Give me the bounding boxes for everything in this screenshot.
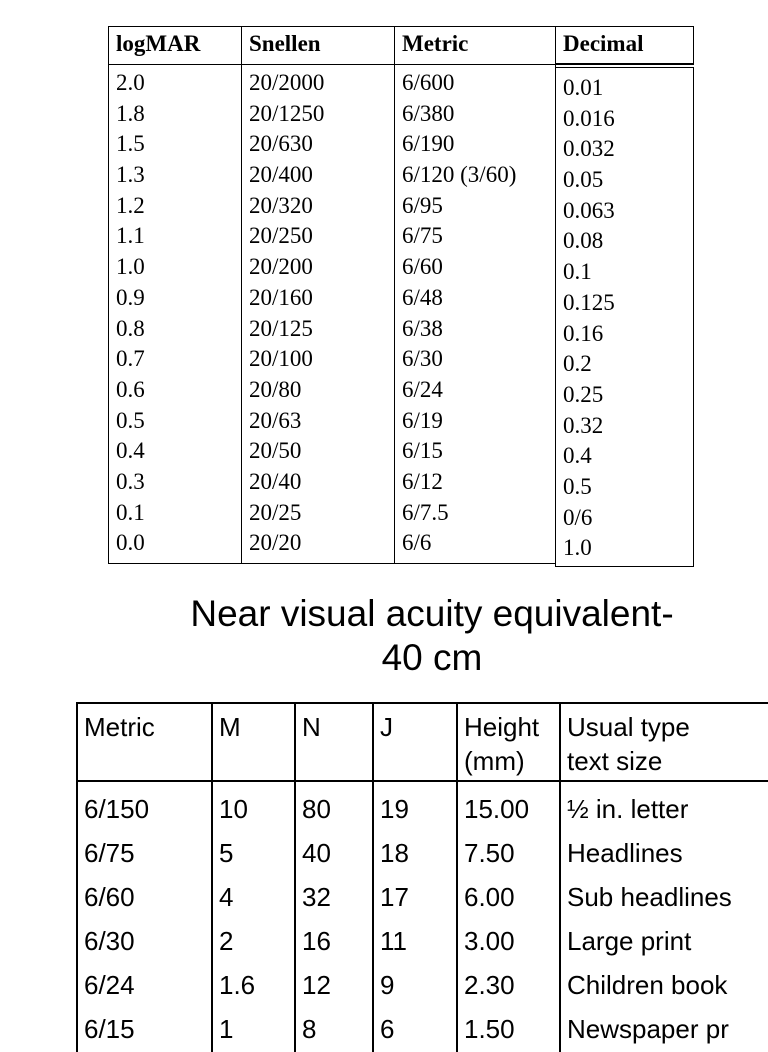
cell-metric: 6/15: [402, 438, 443, 464]
cell-snellen: 20/20: [249, 530, 302, 556]
cell-m: 1: [212, 1008, 295, 1052]
cell-height: 3.00: [457, 920, 560, 964]
cell-logmar: 1.3: [116, 162, 145, 188]
header-j: J: [373, 703, 457, 781]
cell-snellen: 20/125: [249, 315, 313, 341]
cell-logmar: 0.3: [116, 468, 145, 494]
column-logmar: [108, 64, 242, 564]
cell-n: 16: [295, 920, 373, 964]
cell-snellen: 20/2000: [249, 70, 325, 95]
cell-decimal: 0.125: [563, 289, 615, 315]
header-height-line2: (mm): [464, 746, 525, 776]
cell-logmar: 0.8: [116, 315, 145, 341]
cell-snellen: 20/63: [249, 407, 302, 433]
cell-metric: 6/30: [402, 346, 443, 372]
cell-decimal: 0.1: [563, 259, 592, 285]
cell-m: 10: [212, 781, 295, 832]
cell-metric: 6/24: [402, 376, 443, 402]
cell-n: 8: [295, 1008, 373, 1052]
cell-logmar: 1.2: [116, 192, 145, 218]
cell-decimal: 0.5: [563, 473, 592, 499]
distance-table-header: [108, 26, 694, 65]
cell-logmar: 0.5: [116, 407, 145, 433]
cell-metric: 6/19: [402, 407, 443, 433]
cell-m: 2: [212, 920, 295, 964]
header-logmar: logMAR: [108, 26, 242, 65]
cell-metric: 6/150: [77, 781, 212, 832]
table-row: [77, 1008, 768, 1052]
cell-usual: Children book: [560, 964, 768, 1008]
cell-logmar: 1.8: [116, 100, 145, 126]
cell-m: 5: [212, 832, 295, 876]
cell-usual: Sub headlines: [560, 876, 768, 920]
cell-usual: ½ in. letter: [560, 781, 768, 832]
cell-metric: 6/60: [77, 876, 212, 920]
cell-metric: 6/60: [402, 254, 443, 280]
cell-snellen: 20/40: [249, 468, 302, 494]
cell-logmar: 1.0: [116, 254, 145, 280]
near-acuity-title-line1: Near visual acuity equivalent-: [190, 593, 674, 634]
cell-metric: 6/12: [402, 468, 443, 494]
cell-metric: 6/75: [402, 223, 443, 249]
cell-snellen: 20/630: [249, 131, 313, 157]
cell-logmar: 1.1: [116, 223, 145, 249]
cell-snellen: 20/200: [249, 254, 313, 280]
cell-j: 17: [373, 876, 457, 920]
cell-decimal: 0.05: [563, 167, 604, 193]
column-decimal: [555, 67, 694, 567]
cell-snellen: 20/400: [249, 162, 313, 188]
table-row: [77, 832, 768, 876]
cell-usual: Large print: [560, 920, 768, 964]
cell-usual: Newspaper pr: [560, 1008, 768, 1052]
header-n: N: [295, 703, 373, 781]
cell-j: 6: [373, 1008, 457, 1052]
cell-snellen: 20/50: [249, 438, 302, 464]
cell-logmar: 0.6: [116, 376, 145, 402]
cell-snellen: 20/80: [249, 376, 302, 402]
cell-decimal: 0.01: [563, 75, 604, 100]
cell-snellen: 20/100: [249, 346, 313, 372]
cell-height: 1.50: [457, 1008, 560, 1052]
cell-decimal: 0.016: [563, 105, 615, 131]
table-row: [77, 876, 768, 920]
header-m: M: [212, 703, 295, 781]
cell-n: 40: [295, 832, 373, 876]
table-row: [77, 964, 768, 1008]
cell-decimal: 1.0: [563, 535, 592, 561]
cell-decimal: 0/6: [563, 504, 593, 530]
cell-decimal: 0.32: [563, 412, 604, 438]
cell-decimal: 0.08: [563, 228, 604, 254]
cell-usual: Headlines: [560, 832, 768, 876]
header-decimal: Decimal: [555, 26, 694, 65]
cell-height: 15.00: [457, 781, 560, 832]
cell-j: 9: [373, 964, 457, 1008]
cell-decimal: 0.4: [563, 443, 592, 469]
header-height: [457, 703, 560, 781]
cell-metric: 6/24: [77, 964, 212, 1008]
cell-height: 2.30: [457, 964, 560, 1008]
cell-decimal: 0.2: [563, 351, 592, 377]
cell-snellen: 20/320: [249, 192, 313, 218]
cell-snellen: 20/25: [249, 499, 302, 525]
cell-logmar: 0.1: [116, 499, 145, 525]
cell-metric: 6/30: [77, 920, 212, 964]
near-acuity-title: [0, 592, 768, 680]
cell-n: 80: [295, 781, 373, 832]
cell-decimal: 0.032: [563, 136, 615, 162]
cell-snellen: 20/250: [249, 223, 313, 249]
cell-metric: 6/95: [402, 192, 443, 218]
cell-j: 19: [373, 781, 457, 832]
cell-decimal: 0.16: [563, 320, 604, 346]
table-row: [77, 920, 768, 964]
cell-metric: 6/7.5: [402, 499, 449, 525]
near-acuity-table: [76, 702, 768, 1052]
cell-n: 32: [295, 876, 373, 920]
header-snellen: Snellen: [241, 26, 395, 65]
cell-j: 18: [373, 832, 457, 876]
cell-metric: 6/15: [77, 1008, 212, 1052]
cell-decimal: 0.25: [563, 381, 604, 407]
cell-metric: 6/38: [402, 315, 443, 341]
cell-metric: 6/190: [402, 131, 455, 157]
cell-metric: 6/120 (3/60): [402, 162, 517, 188]
cell-m: 1.6: [212, 964, 295, 1008]
cell-metric: 6/75: [77, 832, 212, 876]
cell-metric: 6/6: [402, 530, 432, 556]
cell-height: 6.00: [457, 876, 560, 920]
cell-logmar: 1.5: [116, 131, 145, 157]
column-snellen: [241, 64, 395, 564]
cell-snellen: 20/1250: [249, 100, 325, 126]
near-table-body: [77, 781, 768, 1052]
header-usual-type: [560, 703, 768, 781]
cell-snellen: 20/160: [249, 284, 313, 310]
cell-height: 7.50: [457, 832, 560, 876]
cell-metric: 6/380: [402, 100, 455, 126]
near-acuity-title-line2: 40 cm: [381, 637, 483, 678]
near-table-header: [77, 703, 768, 781]
cell-j: 11: [373, 920, 457, 964]
header-height-line1: Height: [464, 712, 540, 742]
column-metric: [394, 64, 556, 564]
cell-metric: 6/48: [402, 284, 443, 310]
cell-logmar: 0.7: [116, 346, 145, 372]
header-usual-line2: text size: [567, 746, 663, 776]
cell-logmar: 0.9: [116, 284, 145, 310]
cell-m: 4: [212, 876, 295, 920]
cell-logmar: 0.4: [116, 438, 145, 464]
cell-decimal: 0.063: [563, 197, 615, 223]
header-metric: Metric: [77, 703, 212, 781]
cell-logmar: 2.0: [116, 70, 145, 95]
table-row: [77, 781, 768, 832]
cell-metric: 6/600: [402, 70, 455, 95]
cell-n: 12: [295, 964, 373, 1008]
header-usual-line1: Usual type: [567, 712, 690, 742]
header-metric: Metric: [394, 26, 556, 65]
cell-logmar: 0.0: [116, 530, 145, 556]
